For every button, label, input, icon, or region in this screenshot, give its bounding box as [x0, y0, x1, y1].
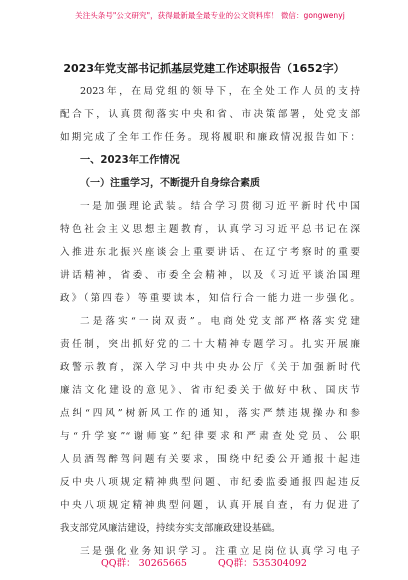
paragraph-line: 三是强化业务知识学习。注重立足岗位认真学习电子 [80, 546, 360, 557]
paragraph-line: 政警示教育，深入学习中共中央办公厅《关于加强新时代 [60, 362, 360, 373]
document-title: 2023年党支部书记抓基层党建工作述职报告（1652字） [63, 62, 345, 75]
paragraph-line: 与“升学宴”“谢师宴”纪律要求和严肃查处党员、公职 [60, 431, 360, 442]
paragraph-line: 特色社会主义思想主题教育，认真学习习近平总书记在深 [60, 224, 360, 235]
paragraph-line: 人员酒驾醉驾问题有关要求，围绕中纪委公开通报十起违 [60, 454, 360, 465]
section-heading: 一、2023年工作情况 [80, 155, 180, 166]
paragraph-line: 责任制，突出抓好党的二十大精神专题学习。扎实开展廉 [60, 339, 360, 350]
subsection-heading: （一）注重学习，不断提升自身综合素质 [80, 178, 260, 189]
paragraph-line: 廉洁文化建设的意见》、省市纪委关于做好中秋、国庆节 [60, 385, 360, 396]
paragraph-line: 配合下，认真贯彻落实中央和省、市决策部署，处党支部 [60, 109, 360, 120]
footer-contact [0, 555, 408, 569]
paragraph-line: 2023年，在局党组的领导下，在全处工作人员的支持 [80, 86, 360, 97]
qq-group-1: QQ群： 30265665 [101, 558, 187, 569]
paragraph-line: 中央八项规定精神典型问题，认真开展自查，有力促进了 [60, 500, 360, 511]
paragraph-line: 政》（第四卷）等重要读本，知信行合一能力进一步强化。 [60, 293, 360, 304]
paragraph-line: 二是落实“一岗双责”。电商处党支部严格落实党建 [80, 316, 360, 327]
document-body [60, 80, 360, 563]
paragraph-line: 反中央八项规定精神典型问题、市纪委监委通报四起违反 [60, 477, 360, 488]
paragraph-line: 我支部党风廉洁建设，持续夯实支部廉政建设基础。 [60, 523, 281, 534]
paragraph-line: 讲话精神，省委、市委全会精神，以及《习近平谈治国理 [60, 270, 360, 281]
qq-group-2: QQ群：535304092 [218, 558, 307, 569]
paragraph-line: 如期完成了全年工作任务。现将履职和廉政情况报告如下： [60, 132, 360, 143]
paragraph-line: 入推进东北振兴座谈会上重要讲话、在辽宁考察时的重要 [60, 247, 360, 258]
paragraph-line: 点纠“四风”树新风工作的通知，落实严禁违规操办和参 [60, 408, 360, 419]
promo-banner: 关注头条号"公文研究"，获得最新最全最专业的公文资料库！ 微信：gongwenyj [75, 11, 345, 20]
paragraph-line: 一是加强理论武装。结合学习贯彻习近平新时代中国 [80, 201, 360, 212]
